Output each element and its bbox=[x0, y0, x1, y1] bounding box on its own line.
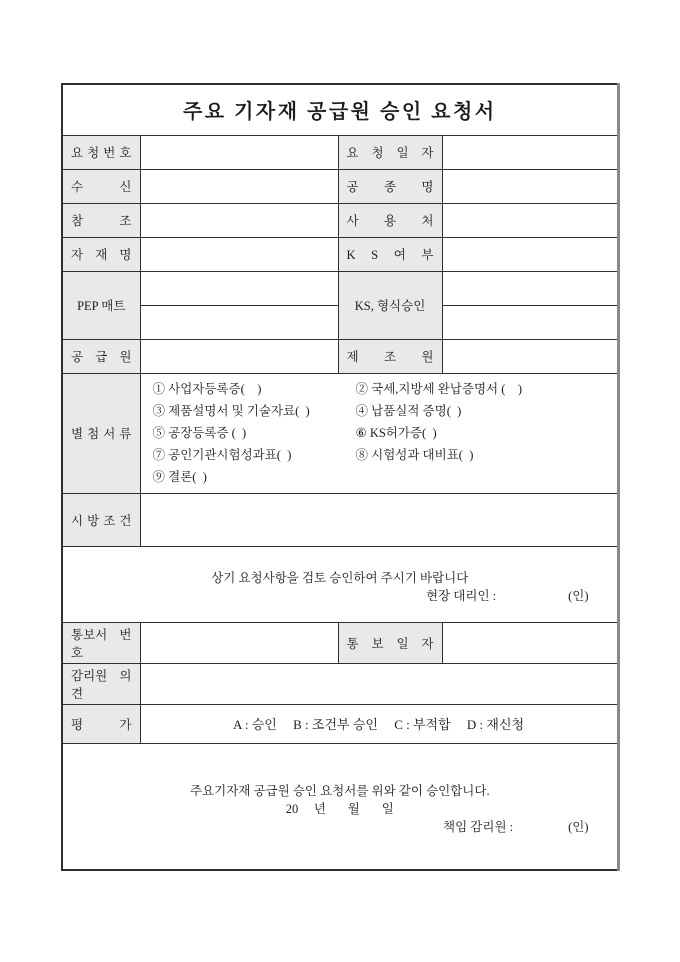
manufacturer-label: 제 조 원 bbox=[338, 339, 442, 373]
attachment-item: ② 국세,지방세 완납증명서 ( ) bbox=[355, 381, 523, 396]
attachment-item: ④ 납품실적 증명( ) bbox=[355, 403, 462, 418]
attachment-item: ⑨ 결론( ) bbox=[152, 469, 207, 484]
use-place-value bbox=[442, 203, 618, 237]
notice-no-label: 통보서 번호 bbox=[62, 622, 140, 663]
approval-request-form bbox=[61, 83, 620, 871]
recipient-value bbox=[140, 169, 338, 203]
request-no-label: 요 청 번 호 bbox=[62, 135, 140, 169]
supplier-value bbox=[140, 339, 338, 373]
spec-condition-value bbox=[140, 493, 618, 546]
evaluation-label: 평 가 bbox=[62, 704, 140, 743]
chief-supervisor-sign-line bbox=[63, 817, 617, 835]
attachments-label: 별 첨 서 류 bbox=[62, 373, 140, 493]
request-note-cell bbox=[62, 546, 618, 622]
attachment-item: ① 사업자등록증( ) bbox=[152, 381, 262, 396]
material-name-value bbox=[140, 237, 338, 271]
reference-value bbox=[140, 203, 338, 237]
request-date-label: 요 청 일 자 bbox=[338, 135, 442, 169]
notice-date-label: 통 보 일 자 bbox=[338, 622, 442, 663]
ks-type-approval-label: KS, 형식승인 bbox=[338, 271, 442, 339]
chief-supervisor-label: 책임 감리원 : bbox=[443, 820, 514, 835]
notice-no-value bbox=[140, 622, 338, 663]
chief-supervisor-seal: (인) bbox=[568, 820, 589, 835]
attachment-item: ⑧ 시험성과 대비표( ) bbox=[355, 447, 474, 462]
request-note-text: 상기 요청사항을 검토 승인하여 주시기 바랍니다 bbox=[211, 570, 469, 585]
ks-status-label: K S 여 부 bbox=[338, 237, 442, 271]
work-type-value bbox=[442, 169, 618, 203]
supplier-label: 공 급 원 bbox=[62, 339, 140, 373]
field-agent-sign-line bbox=[63, 586, 617, 604]
pep-mat-label: PEP 매트 bbox=[62, 271, 140, 339]
attachment-item: ⑤ 공장등록증 ( ) bbox=[152, 425, 247, 440]
attachments-cell bbox=[140, 373, 618, 493]
notice-date-value bbox=[442, 622, 618, 663]
spec-condition-label: 시 방 조 건 bbox=[62, 493, 140, 546]
approval-date-line: 20 년 월 일 bbox=[285, 802, 394, 817]
field-agent-label: 현장 대리인 : bbox=[426, 588, 497, 603]
attachment-item: ⑦ 공인기관시험성과표( ) bbox=[152, 447, 292, 462]
form-title: 주요 기자재 공급원 승인 요청서 bbox=[62, 84, 618, 135]
use-place-label: 사 용 처 bbox=[338, 203, 442, 237]
evaluation-options: A : 승인 B : 조건부 승인 C : 부적합 D : 재신청 bbox=[140, 704, 618, 743]
field-agent-seal: (인) bbox=[568, 588, 589, 603]
pep-mat-value-bottom bbox=[140, 305, 338, 339]
request-date-value bbox=[442, 135, 618, 169]
attachment-item: ⑥ KS허가증( ) bbox=[355, 425, 437, 440]
supervisor-opinion-label: 감리원 의견 bbox=[62, 663, 140, 704]
request-no-value bbox=[140, 135, 338, 169]
reference-label: 참 조 bbox=[62, 203, 140, 237]
ks-type-approval-value-top bbox=[442, 271, 618, 305]
pep-mat-value-top bbox=[140, 271, 338, 305]
manufacturer-value bbox=[442, 339, 618, 373]
ks-status-value bbox=[442, 237, 618, 271]
recipient-label: 수 신 bbox=[62, 169, 140, 203]
ks-type-approval-value-bottom bbox=[442, 305, 618, 339]
approval-text: 주요기자재 공급원 승인 요청서를 위와 같이 승인합니다. bbox=[189, 784, 490, 799]
work-type-label: 공 종 명 bbox=[338, 169, 442, 203]
approval-cell bbox=[62, 743, 618, 870]
supervisor-opinion-value bbox=[140, 663, 618, 704]
attachments-list bbox=[153, 380, 611, 487]
attachment-item: ③ 제품설명서 및 기술자료( ) bbox=[152, 403, 310, 418]
material-name-label: 자 재 명 bbox=[62, 237, 140, 271]
